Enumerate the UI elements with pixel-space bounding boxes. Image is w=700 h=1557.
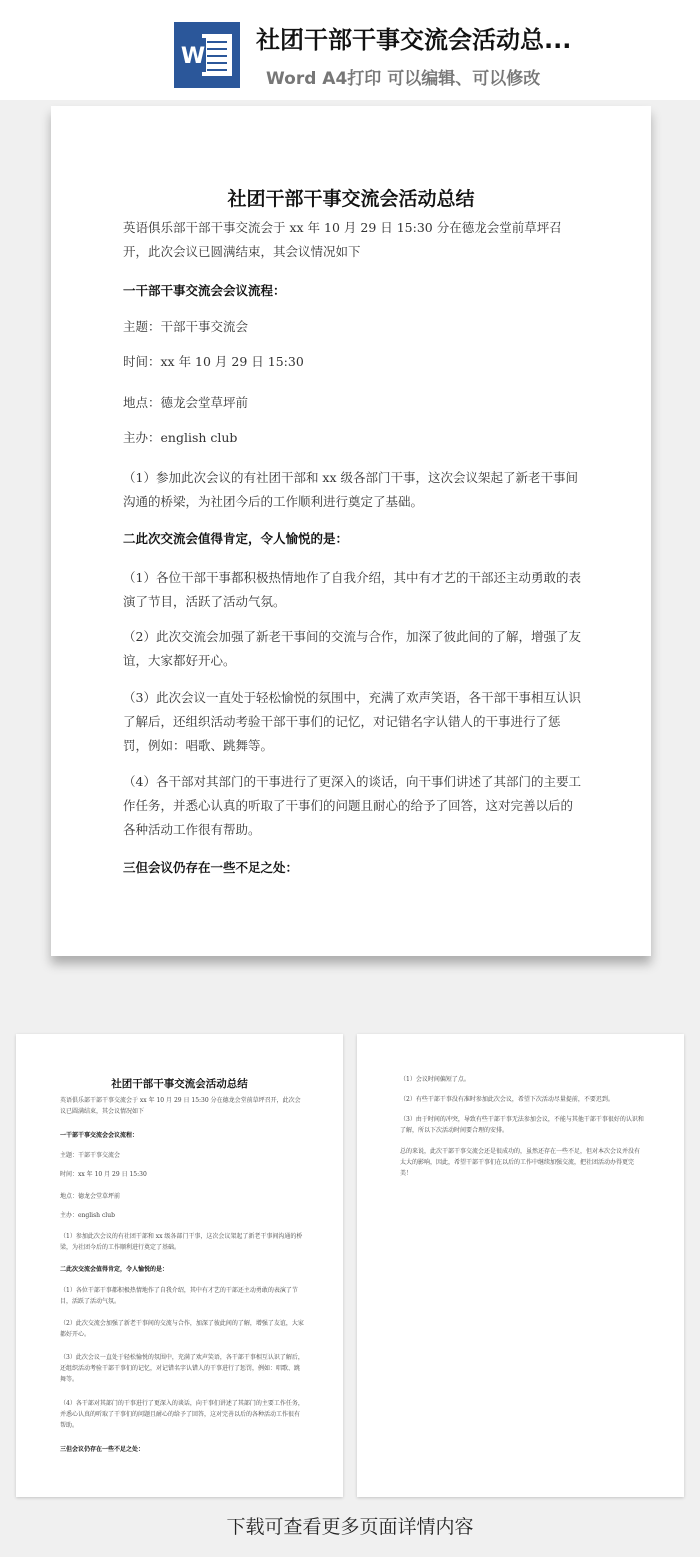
- section1-heading: 一干部干事交流会会议流程：: [123, 283, 286, 298]
- word-document-icon: [174, 22, 240, 88]
- thumb1-intro: 英语俱乐部干部干事交流会于 xx 年 10 月 29 日 15:30 分在德龙会堂前草坪召开，此次会议已圆满结束，其会议情况如下: [60, 1097, 301, 1115]
- section2-paragraph-3: （3）此次会议一直处于轻松愉悦的氛围中，充满了欢声笑语，各干部干事相互认识了解后，还组织活动考验干部干事们的记忆，对记错名字认错人的干事进行了惩罚，例如：唱歌、跳舞等。: [123, 690, 581, 753]
- meeting-place: 地点：德龙会堂草坪前: [123, 395, 249, 410]
- file-title: 社团干部干事交流会活动总...: [256, 26, 572, 54]
- section1-paragraph-1: （1）参加此次会议的有社团干部和 xx 级各部门干事，这次会议架起了新老干事间沟通的桥梁，为社团今后的工作顺利进行奠定了基础。: [123, 470, 579, 509]
- thumb1-s2-p4: （4）各干部对其部门的干事进行了更深入的谈话，向干事们讲述了其部门的主要工作任务，并悉心认真的听取了干事们的问题且耐心的给予了回答，这对完善以后的各种活动工作很有帮助。: [60, 1400, 304, 1429]
- thumb2-p2: （2）有些干部干事没有准时参加此次会议，希望下次活动尽量提前，不要迟到。: [400, 1096, 614, 1103]
- thumb1-topic: 主题：干部干事交流会: [60, 1152, 121, 1159]
- page-thumbnail-1[interactable]: [16, 1034, 343, 1497]
- thumb1-s2-p3: （3）此次会议一直处于轻松愉悦的氛围中，充满了欢声笑语，各干部干事相互认识了解后，还组织活动考验干部干事们的记忆，对记错名字认错人的干事进行了惩罚，例如：唱歌、跳舞等。: [60, 1354, 304, 1383]
- thumb1-title: 社团干部干事交流会活动总结: [111, 1078, 248, 1090]
- page-thumbnail-2[interactable]: [357, 1034, 684, 1497]
- meeting-time: 时间：xx 年 10 月 29 日 15:30: [123, 354, 304, 369]
- thumb1-place: 地点：德龙会堂草坪前: [60, 1193, 121, 1200]
- section3-heading: 三但会议仍存在一些不足之处：: [123, 860, 299, 875]
- document-title: 社团干部干事交流会活动总结: [227, 188, 475, 210]
- section2-heading: 二此次交流会值得肯定，令人愉悦的是：: [123, 531, 349, 546]
- thumb1-section1-heading: 一干部干事交流会会议流程：: [60, 1132, 139, 1139]
- document-intro: 英语俱乐部干部干事交流会于 xx 年 10 月 29 日 15:30 分在德龙会堂前草坪召开，此次会议已圆满结束，其会议情况如下: [123, 220, 562, 259]
- header: [0, 0, 700, 100]
- section2-paragraph-4: （4）各干部对其部门的干事进行了更深入的谈话，向干事们讲述了其部门的主要工作任务，并悉心认真的听取了干事们的问题且耐心的给予了回答，这对完善以后的各种活动工作很有帮助。: [123, 774, 581, 837]
- meeting-topic: 主题：干部干事交流会: [123, 319, 249, 334]
- section2-paragraph-2: （2）此次交流会加强了新老干事间的交流与合作，加深了彼此间的了解，增强了友谊，大家都好开心。: [123, 629, 581, 668]
- thumb2-p4: 总的来说，此次干部干事交流会还是很成功的，虽然还存在一些不足，但对本次会议并没有太大的影响，因此，希望干部干事们在以后的工作中继续加强交流，把社团活动办得更完美！: [400, 1148, 641, 1177]
- file-subtitle: Word A4打印 可以编辑、可以修改: [266, 69, 541, 89]
- thumb1-s1-p1: （1）参加此次会议的有社团干部和 xx 级各部门干事，这次会议架起了新老干事间沟通的桥梁，为社团今后的工作顺利进行奠定了基础。: [60, 1233, 303, 1251]
- section2-paragraph-1: （1）各位干部干事都积极热情地作了自我介绍，其中有才艺的干部还主动勇敢的表演了节目，活跃了活动气氛。: [123, 570, 581, 609]
- thumb2-p1: （1）会议时间偏短了点。: [400, 1076, 470, 1083]
- word-icon-letter: W: [180, 44, 206, 69]
- download-more-link[interactable]: 下载可查看更多页面详情内容: [226, 1516, 474, 1538]
- document-page-preview[interactable]: [51, 106, 651, 956]
- meeting-host: 主办：english club: [123, 430, 238, 445]
- thumb1-time: 时间：xx 年 10 月 29 日 15:30: [60, 1171, 147, 1178]
- thumb1-section2-heading: 二此次交流会值得肯定，令人愉悦的是：: [60, 1266, 169, 1273]
- thumb1-s2-p2: （2）此次交流会加强了新老干事间的交流与合作，加深了彼此间的了解，增强了友谊，大家都好开心。: [60, 1320, 304, 1338]
- thumb1-host: 主办：english club: [60, 1212, 115, 1219]
- thumb1-s2-p1: （1）各位干部干事都积极热情地作了自我介绍，其中有才艺的干部还主动勇敢的表演了节目，活跃了活动气氛。: [60, 1287, 298, 1305]
- thumb2-p3: （3）由于时间的冲突，导致有些干部干事无法参加会议，不能与其他干部干事很好的认识和了解，所以下次活动时间要合理的安排。: [400, 1116, 644, 1134]
- thumb1-section3-heading: 三但会议仍存在一些不足之处：: [60, 1446, 145, 1453]
